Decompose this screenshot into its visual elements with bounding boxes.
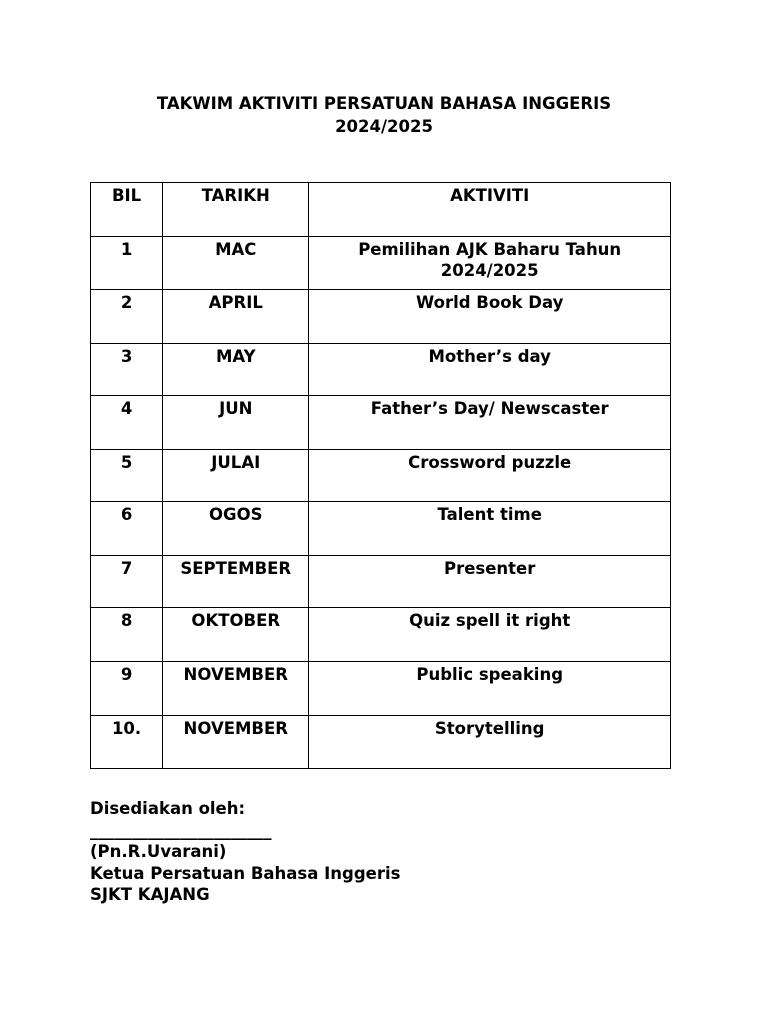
title-line-1: TAKWIM AKTIVITI PERSATUAN BAHASA INGGERIS (156, 94, 612, 113)
row-bil: 7 (91, 556, 163, 608)
header-tarikh: TARIKH (163, 183, 309, 237)
header-bil: BIL (91, 183, 163, 237)
row-bil: 5 (91, 450, 163, 502)
preparer-position: Ketua Persatuan Bahasa Inggeris (90, 863, 401, 883)
row-bil: 3 (91, 344, 163, 396)
row-aktiviti: Father’s Day/ Newscaster (309, 396, 671, 450)
row-tarikh: SEPTEMBER (163, 556, 309, 608)
row-aktiviti: Presenter (309, 556, 671, 608)
header-aktiviti: AKTIVITI (309, 183, 671, 237)
row-aktiviti: Public speaking (309, 662, 671, 716)
row-bil: 8 (91, 608, 163, 662)
row-aktiviti: Mother’s day (309, 344, 671, 396)
table-row (91, 716, 671, 769)
row-aktiviti: Crossword puzzle (309, 450, 671, 502)
row-bil: 1 (91, 237, 163, 290)
row-bil: 9 (91, 662, 163, 716)
aktiviti-line-1: Pemilihan AJK Baharu Tahun (358, 240, 622, 259)
row-tarikh: MAY (163, 344, 309, 396)
activity-calendar-table (90, 182, 671, 769)
row-aktiviti: Quiz spell it right (309, 608, 671, 662)
signature-line: ______________________ (90, 820, 272, 840)
table-row (91, 450, 671, 502)
prepared-by-label: Disediakan oleh: (90, 799, 246, 818)
row-bil: 6 (91, 502, 163, 556)
row-bil: 4 (91, 396, 163, 450)
table-row (91, 396, 671, 450)
row-tarikh: APRIL (163, 290, 309, 344)
aktiviti-line-2: 2024/2025 (440, 261, 539, 280)
table-row (91, 344, 671, 396)
table-row (91, 502, 671, 556)
row-aktiviti (309, 237, 671, 290)
preparer-name: (Pn.R.Uvarani) (90, 842, 227, 861)
row-tarikh: OGOS (163, 502, 309, 556)
table-row (91, 290, 671, 344)
row-tarikh: NOVEMBER (163, 662, 309, 716)
row-aktiviti: World Book Day (309, 290, 671, 344)
row-bil: 10. (91, 716, 163, 769)
table-header-row (91, 183, 671, 237)
table-row (91, 237, 671, 290)
row-tarikh: OKTOBER (163, 608, 309, 662)
table-row (91, 662, 671, 716)
row-tarikh: NOVEMBER (163, 716, 309, 769)
row-tarikh: JULAI (163, 450, 309, 502)
row-tarikh: MAC (163, 237, 309, 290)
prepared-by-section (90, 798, 400, 906)
table-row (91, 556, 671, 608)
table-row (91, 608, 671, 662)
row-tarikh: JUN (163, 396, 309, 450)
title-line-2: 2024/2025 (335, 117, 433, 136)
document-title (0, 92, 768, 138)
row-aktiviti: Talent time (309, 502, 671, 556)
school-name: SJKT KAJANG (90, 885, 210, 904)
row-bil: 2 (91, 290, 163, 344)
row-aktiviti: Storytelling (309, 716, 671, 769)
